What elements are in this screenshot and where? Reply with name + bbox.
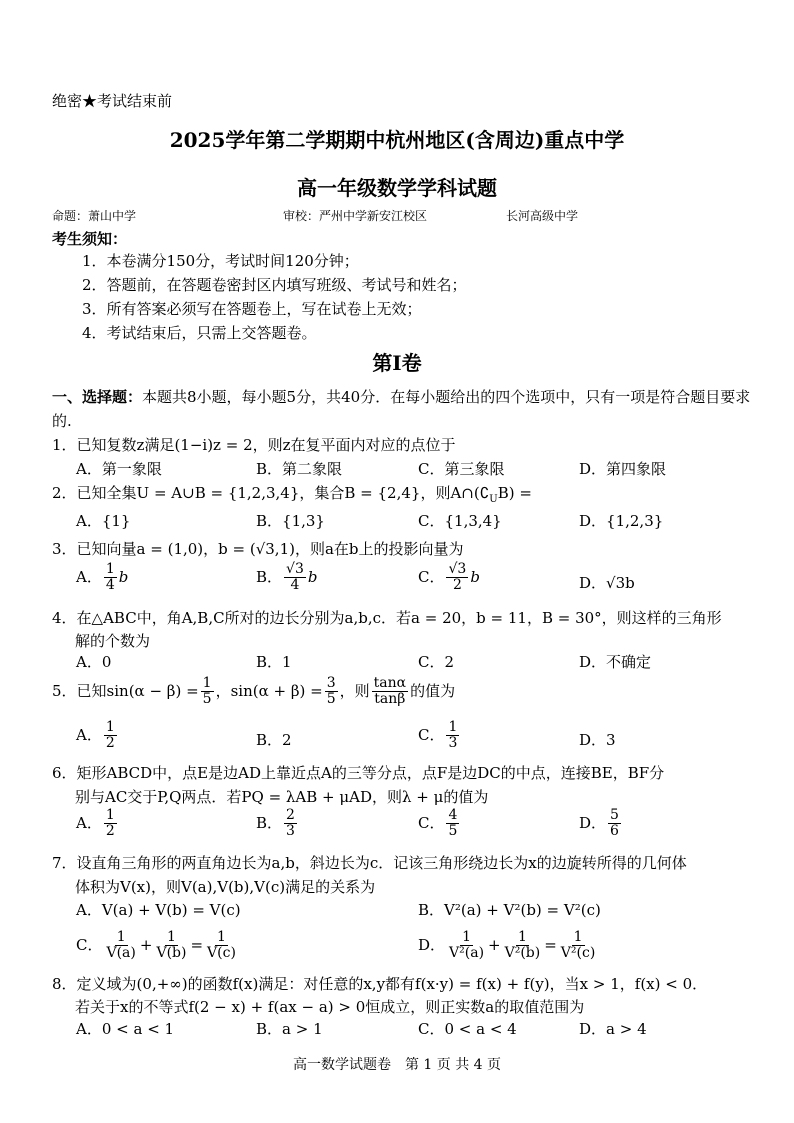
q3-a-vector: b: [118, 567, 129, 586]
note-item: 1．本卷满分150分，考试时间120分钟；: [82, 252, 359, 270]
question-3-stem: 3．已知向量a = (1,0)，b = (√3,1)，则a在b上的投影向量为: [52, 540, 464, 558]
q6-d-label: D．: [579, 813, 607, 832]
section-instructions: [52, 385, 752, 433]
setter-school: 命题：萧山中学: [52, 209, 137, 223]
q5-a-den: 2: [105, 735, 115, 752]
q6-d-num: 5: [610, 807, 619, 823]
note-item: 3．所有答案必须写在答题卷上，写在试卷上无效；: [82, 300, 422, 318]
question-1-stem: 1．已知复数z满足(1−i)z = 2，则z在复平面内对应的点位于: [52, 436, 456, 454]
q3-c-fraction: [446, 562, 468, 594]
q6-a-fraction: [104, 808, 117, 840]
q7-c-f3-den: V(c): [207, 945, 236, 962]
note-item: 4．考试结束后，只需上交答题卷。: [82, 324, 317, 342]
q3-b-fraction: [284, 562, 306, 594]
q5-c-fraction: [446, 720, 459, 752]
q3-option-a: [76, 562, 128, 594]
q3-b-denominator: 4: [290, 577, 300, 594]
q7-d-f3-num: 1: [573, 929, 583, 945]
q1-option-b: B．第二象限: [256, 460, 343, 478]
q5-c-label: C．: [418, 725, 445, 744]
q3-b-vector: b: [307, 567, 318, 586]
q7-c-f3-num: 1: [217, 929, 226, 945]
q5-a-fraction: [104, 720, 117, 752]
q7-c-label: C．: [76, 935, 103, 954]
q3-c-vector: b: [470, 567, 480, 586]
q7-d-f2-den: V²(b): [504, 945, 541, 962]
q5-pre: 5．已知sin(α − β) =: [52, 681, 199, 700]
q6-c-num: 4: [448, 807, 458, 823]
q6-b-num: 2: [286, 807, 295, 823]
reviewer-school-2: 长河高级中学: [506, 209, 579, 223]
q5-c-den: 3: [448, 735, 458, 752]
q7-d-f2-num: 1: [517, 929, 527, 945]
q5-a-num: 1: [105, 719, 115, 735]
q5-option-a: [76, 720, 119, 752]
q7-option-a: A．V(a) + V(b) = V(c): [76, 901, 241, 919]
q5-a-label: A．: [76, 725, 102, 744]
question-4-stem-line2: 解的个数为: [75, 632, 151, 650]
q3-b-label: B．: [256, 567, 283, 586]
q7-option-c: C． $\frac{1}{V(a)}$ + $\frac{1}{V(b)}$ = $\frac{1}{V(c)}$: [76, 929, 236, 962]
q7-c-f2-den: V(b): [156, 945, 187, 962]
notes-heading: 考生须知：: [52, 230, 128, 248]
q3-b-numerator: √3: [286, 561, 304, 577]
q2-complement-sub: U: [489, 494, 498, 505]
section-text: 本题共8小题，每小题5分，共40分．在每小题给出的四个选项中，只有一项是符合题目要求的.: [52, 388, 751, 430]
q6-d-fraction: [608, 808, 621, 840]
q8-option-a: A．0 < a < 1: [76, 1020, 175, 1038]
q6-a-label: A．: [76, 813, 102, 832]
question-6-stem-line2: 别与AC交于P,Q两点．若PQ = λAB + μAD，则λ + μ的值为: [75, 788, 489, 806]
note-item: 2．答题前，在答题卷密封区内填写班级、考试号和姓名；: [82, 276, 467, 294]
q7-option-d: D． $\frac{1}{\text{V²(a)}}$ + $\frac{1}{\text{V²(b)}}$ = $\frac{1}{\text{V²(c)}}$: [418, 929, 596, 962]
q8-option-c: C．0 < a < 4: [418, 1020, 517, 1038]
exam-title: 2025学年第二学期期中杭州地区(含周边)重点中学: [169, 128, 625, 152]
q5-f3-num: tanα: [373, 675, 407, 691]
q6-a-num: 1: [105, 807, 115, 823]
question-2-stem: [52, 482, 532, 505]
q3-c-label: C．: [418, 567, 445, 586]
q6-option-a: [76, 808, 119, 840]
q2-option-a: A．{1}: [76, 512, 131, 530]
volume-title: 第Ⅰ卷: [372, 351, 422, 375]
q5-option-c: [418, 720, 461, 752]
q7-d-frac-3: [559, 930, 598, 962]
q2-option-c: C．{1,3,4}: [418, 512, 502, 530]
q5-option-d: D．3: [579, 731, 616, 749]
q5-f2-num: 3: [326, 675, 336, 691]
q3-option-c: [418, 562, 480, 594]
q3-a-fraction: [104, 562, 117, 594]
q6-b-fraction: [284, 808, 297, 840]
question-6-stem-line1: 6．矩形ABCD中，点E是边AD上靠近点A的三等分点，点F是边DC的中点，连接BE，BF分: [52, 764, 665, 782]
q4-option-b: B．1: [256, 653, 292, 671]
q7-c-frac-1: [104, 930, 137, 962]
q5-fraction-1: [201, 676, 214, 708]
q4-option-d: D．不确定: [579, 653, 652, 671]
q7-d-f3-den: V²(c): [560, 945, 596, 962]
q7-c-frac-3: [205, 930, 238, 962]
q1-option-d: D．第四象限: [579, 460, 667, 478]
q3-a-label: A．: [76, 567, 102, 586]
q7-c-f2-num: 1: [166, 929, 176, 945]
q6-b-label: B．: [256, 813, 283, 832]
page-footer: 高一数学试题卷 第 1 页 共 4 页: [292, 1057, 502, 1073]
q3-c-numerator: √3: [448, 561, 467, 577]
q6-option-d: [579, 808, 623, 840]
q5-f1-den: 5: [202, 691, 212, 708]
q5-f3-den: tanβ: [374, 691, 406, 708]
q5-mid2: ，则: [339, 681, 370, 700]
q6-c-fraction: [446, 808, 459, 840]
q8-option-b: B．a > 1: [256, 1020, 323, 1038]
confidential-mark: 绝密★考试结束前: [52, 92, 173, 110]
q7-d-f1-den: V²(a): [449, 945, 485, 962]
q7-option-b: B．V²(a) + V²(b) = V²(c): [418, 901, 601, 919]
q5-post: 的值为: [410, 681, 456, 700]
q5-mid: ，sin(α + β) =: [215, 681, 323, 700]
q7-c-f1-den: V(a): [106, 945, 136, 962]
question-8-stem-line2: 若关于x的不等式f(2 − x) + f(ax − a) > 0恒成立，则正实数a的取值范围为: [75, 998, 585, 1016]
q2-option-b: B．{1,3}: [256, 512, 325, 530]
q1-option-a: A．第一象限: [76, 460, 162, 478]
q5-fraction-2: [325, 676, 338, 708]
section-label: 一、选择题：: [52, 388, 143, 406]
q3-option-b: [256, 562, 317, 594]
exam-subtitle: 高一年级数学学科试题: [297, 176, 497, 200]
q4-option-a: A．0: [76, 653, 112, 671]
q1-option-c: C．第三象限: [418, 460, 505, 478]
reviewer-school: 审校：严州中学新安江校区: [283, 209, 428, 223]
question-7-stem-line1: 7．设直角三角形的两直角边长为a,b，斜边长为c．记该三角形绕边长为x的边旋转所得的几何体: [52, 854, 687, 872]
q6-c-den: 5: [448, 823, 458, 840]
q7-c-f1-num: 1: [116, 929, 126, 945]
q5-option-b: B．2: [256, 731, 292, 749]
q4-option-c: C．2: [418, 653, 455, 671]
q7-d-frac-1: [447, 930, 486, 962]
q6-d-den: 6: [610, 823, 619, 840]
q2-option-d: D．{1,2,3}: [579, 512, 664, 530]
q6-option-b: [256, 808, 299, 840]
q5-c-num: 1: [448, 719, 458, 735]
q6-a-den: 2: [105, 823, 115, 840]
q2-stem-end: B) =: [497, 484, 532, 502]
question-5-stem: [52, 676, 455, 708]
q7-c-frac-2: [154, 930, 188, 962]
q3-a-denominator: 4: [105, 577, 115, 594]
q7-d-frac-2: [503, 930, 543, 962]
q6-option-c: [418, 808, 461, 840]
q8-option-d: D．a > 4: [579, 1020, 647, 1038]
q5-f2-den: 5: [326, 691, 336, 708]
q7-d-f1-num: 1: [462, 929, 471, 945]
q2-stem-text: 2．已知全集U = A∪B = {1,2,3,4}，集合B = {2,4}，则A∩(∁: [52, 484, 490, 502]
q6-b-den: 3: [286, 823, 295, 840]
q3-c-denominator: 2: [452, 577, 462, 594]
q5-fraction-3: [372, 676, 408, 708]
q3-option-d: D．√3b: [579, 574, 635, 592]
q7-d-label: D．: [418, 935, 446, 954]
question-8-stem-line1: 8．定义域为(0,+∞)的函数f(x)满足：对任意的x,y都有f(x·y) = f(x) + f(y)，当x > 1，f(x) < 0．: [52, 975, 708, 993]
q5-f1-num: 1: [202, 675, 212, 691]
question-7-stem-line2: 体积为V(x)，则V(a),V(b),V(c)满足的关系为: [75, 878, 376, 896]
q3-a-numerator: 1: [105, 561, 115, 577]
q6-c-label: C．: [418, 813, 445, 832]
question-4-stem-line1: 4．在△ABC中，角A,B,C所对的边长分别为a,b,c．若a = 20，b = 11，B = 30°，则这样的三角形: [52, 609, 722, 627]
